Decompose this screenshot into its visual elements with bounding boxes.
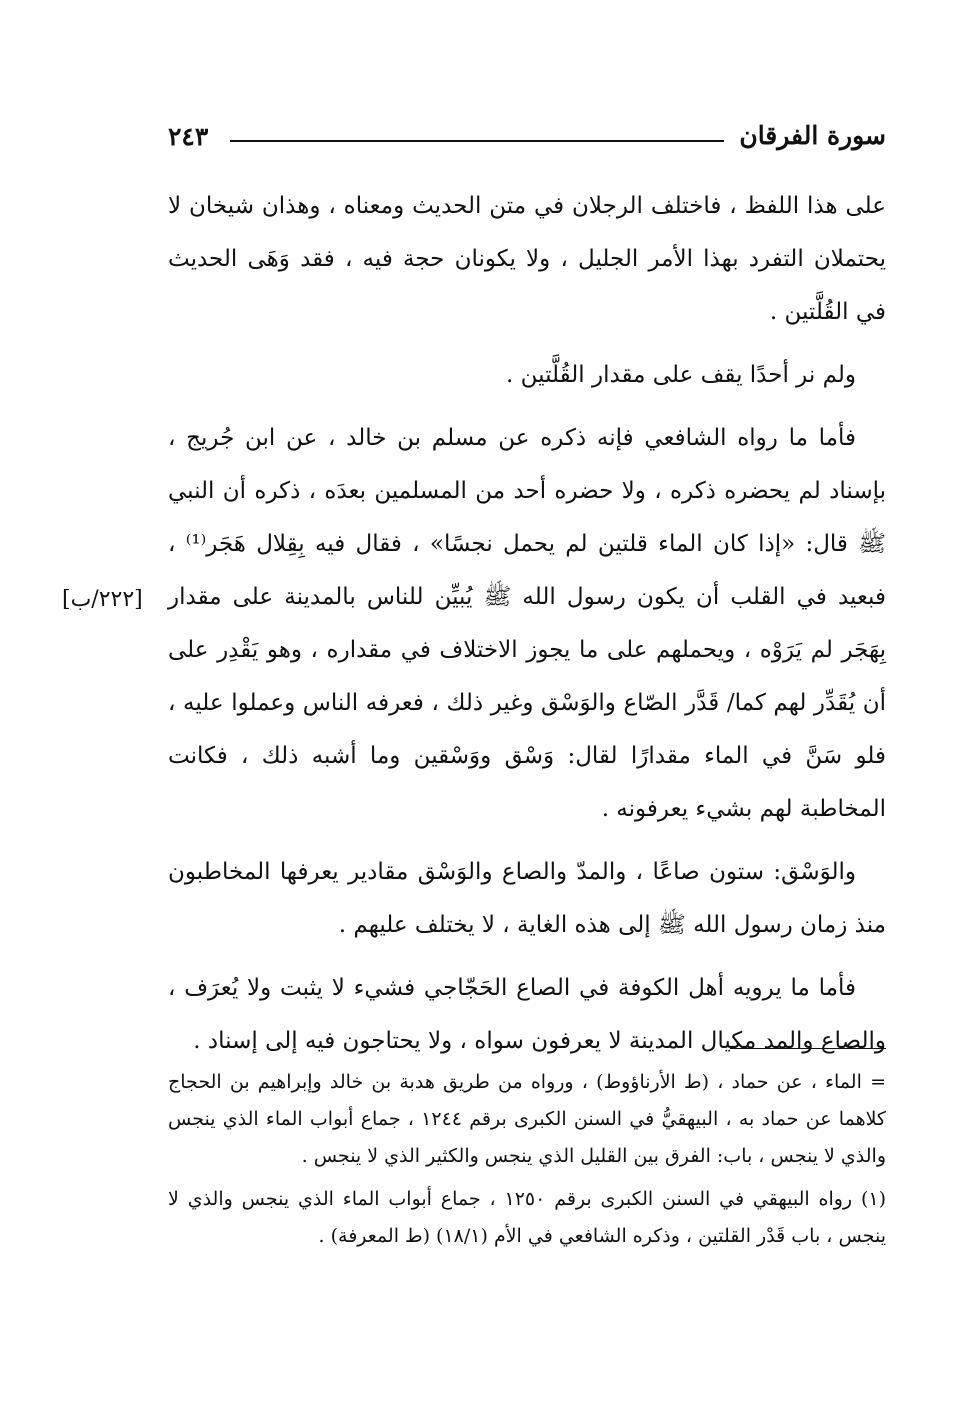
footnote-separator (730, 1048, 886, 1049)
page-number: ٢٤٣ (168, 122, 209, 151)
paragraph: فأما ما يرويه أهل الكوفة في الصاع الحَجّاجي فشيء لا يثبت ولا يُعرَف ، والصاع والمد مكيال المدينة لا يعرفون سواه ، ولا يحتاجون فيه إلى إسناد . (168, 975, 886, 1054)
paragraph: والوَسْق: ستون صاعًا ، والمدّ والصاع والوَسْق مقادير يعرفها المخاطبون منذ زمان رسول الله ﷺ إلى هذه الغاية ، لا يختلف عليهم . (168, 859, 886, 938)
header-rule (230, 140, 724, 142)
footnotes (168, 1064, 886, 1261)
paragraph: فأما ما رواه الشافعي فإنه ذكره عن مسلم بن خالد ، عن ابن جُريج ، بإسناد لم يحضره ذكره ، ولا حضره أحد من المسلمين بعدَه ، ذكره أن النبي ﷺ قال: «إذا كان الماء قلتين لم يحمل نجسًا» ، فقال فيه بِقِلال هَجَر⁽¹⁾ ، فبعيد في القلب أن يكون رسول الله ﷺ يُبيِّن للناس بالمدينة على مقدار بِهَجَر لم يَرَوْه ، ويحملهم على ما يجوز الاختلاف في مقداره ، وهو يَقْدِر على أن يُقَدِّر لهم كما/ قَدَّر الصّاع والوَسْق وغير ذلك ، فعرفه الناس وعملوا عليه ، فلو سَنَّ في الماء مقدارًا لقال: وَسْق ووَسْقين وما أشبه ذلك ، فكانت المخاطبة لهم بشيء يعرفونه . (168, 425, 886, 822)
manuscript-folio-ref: [٢٢٢/ب] (62, 587, 143, 612)
paragraph: على هذا اللفظ ، فاختلف الرجلان في متن الحديث ومعناه ، وهذان شيخان لا يحتملان التفرد بهذا الأمر الجليل ، ولا يكونان حجة فيه ، فقد وَهَى الحديث في القُلَّتين . (168, 193, 886, 325)
main-text (168, 180, 886, 1078)
running-header (168, 118, 886, 158)
surah-title: سورة الفرقان (739, 121, 886, 150)
footnote-continuation: = الماء ، عن حماد ، (ط الأرناؤوط) ، ورواه من طريق هدبة بن خالد وإبراهيم بن الحجاج كلاهما عن حماد به ، البيهقيُّ في السنن الكبرى برقم ١٢٤٤ ، جماع أبواب الماء الذي ينجس والذي لا ينجس ، باب: الفرق بين القليل الذي ينجس والكثير الذي لا ينجس . (168, 1071, 886, 1167)
footnote-1: (١) رواه البيهقي في السنن الكبرى برقم ١٢٥٠ ، جماع أبواب الماء الذي ينجس والذي لا ينجس ، باب قَدْر القلتين ، وذكره الشافعي في الأم (١٨/١) (ط المعرفة) . (168, 1188, 886, 1247)
paragraph: ولم نر أحدًا يقف على مقدار القُلَّتين . (506, 362, 856, 388)
